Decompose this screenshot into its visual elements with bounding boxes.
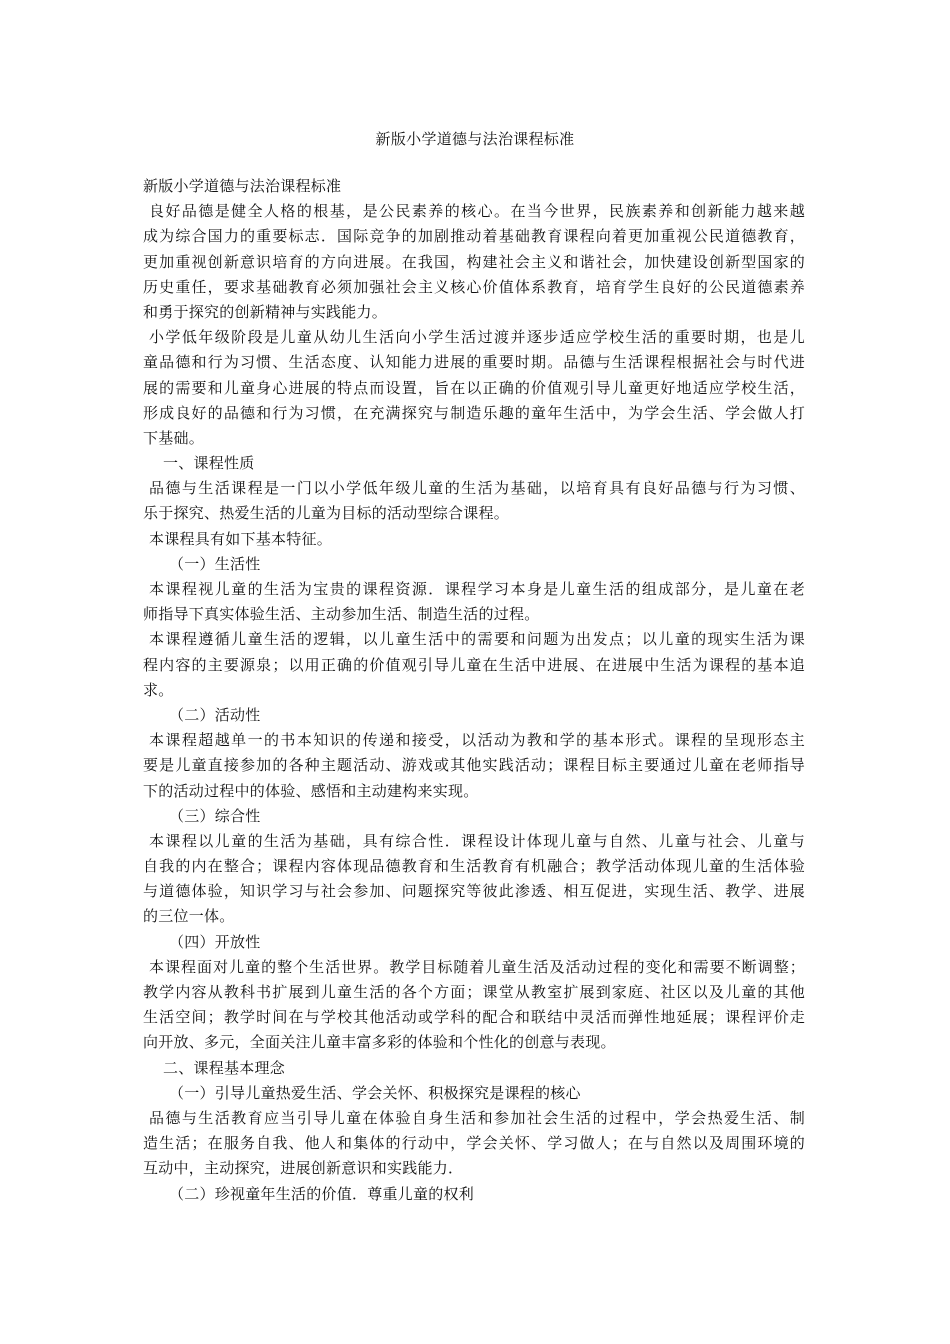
section-heading-line: 一、课程性质 — [163, 454, 255, 473]
text-line: 乐于探究、热爱生活的儿童为目标的活动型综合课程。 — [143, 504, 510, 523]
text-line: 本课程遵循儿童生活的逻辑，以儿童生活中的需要和问题为出发点；以儿童的现实生活为课 — [149, 630, 805, 649]
section-heading-line: （三）综合性 — [169, 806, 261, 825]
text-line: 更加重视创新意识培育的方向进展。在我国，构建社会主义和谐社会，加快建设创新型国家的 — [143, 252, 805, 271]
text-line: 自我的内在整合；课程内容体现品德教育和生活教育有机融合；教学活动体现儿童的生活体验 — [143, 857, 805, 876]
text-line: 本课程以儿童的生活为基础，具有综合性．课程设计体现儿童与自然、儿童与社会、儿童与 — [149, 831, 805, 850]
text-line: 与道德体验，知识学习与社会参加、问题探究等彼此渗透、相互促进，实现生活、教学、进展 — [143, 882, 805, 901]
text-line: 下的活动过程中的体验、感悟和主动建构来实现。 — [143, 781, 479, 800]
text-line: 造生活；在服务自我、他人和集体的行动中，学会关怀、学习做人；在与自然以及周围环境的 — [143, 1134, 805, 1153]
text-line: 本课程面对儿童的整个生活世界。教学目标随着儿童生活及活动过程的变化和需要不断调整； — [149, 957, 805, 976]
text-line: 教学内容从教科书扩展到儿童生活的各个方面；课堂从教室扩展到家庭、社区以及儿童的其他 — [143, 983, 805, 1001]
text-line: 要是儿童直接参加的各种主题活动、游戏或其他实践活动；课程目标主要通过儿童在老师指导 — [143, 756, 805, 775]
text-line: 的三位一体。 — [143, 907, 235, 926]
text-line: 下基础。 — [143, 428, 205, 447]
section-heading-line: （二）活动性 — [169, 705, 261, 724]
text-line: 展的需要和儿童身心进展的特点而设置，旨在以正确的价值观引导儿童更好地适应学校生活， — [143, 378, 805, 397]
text-line: 向开放、多元，全面关注儿童丰富多彩的体验和个性化的创意与表现。 — [143, 1033, 616, 1052]
section-heading-line: （一）引导儿童热爱生活、学会关怀、积极探究是课程的核心 — [169, 1083, 581, 1102]
text-line: 生活空间；教学时间在与学校其他活动或学科的配合和联结中灵活而弹性地延展；课程评价走 — [143, 1008, 805, 1027]
text-line: 形成良好的品德和行为习惯，在充满探究与制造乐趣的童年生活中，为学会生活、学会做人打 — [143, 403, 805, 422]
text-line: 小学低年级阶段是儿童从幼儿生活向小学生活过渡并逐步适应学校生活的重要时期，也是儿 — [149, 328, 805, 347]
text-line: 本课程超越单一的书本知识的传递和接受，以活动为教和学的基本形式。课程的呈现形态主 — [149, 731, 805, 750]
text-line: 和勇于探究的创新精神与实践能力。 — [143, 302, 388, 321]
section-heading-line: （四）开放性 — [169, 932, 261, 951]
document-body — [143, 174, 805, 1207]
text-line: 童品德和行为习惯、生活态度、认知能力进展的重要时期。品德与生活课程根据社会与时代进 — [143, 353, 805, 372]
section-heading-line: 二、课程基本理念 — [163, 1058, 286, 1077]
text-line: 历史重任，要求基础教育必须加强社会主义核心价值体系教育，培育学生良好的公民道德素养 — [143, 277, 805, 296]
page-title: 新版小学道德与法治课程标准 — [375, 130, 575, 148]
section-heading-line: （二）珍视童年生活的价值．尊重儿童的权利 — [169, 1184, 475, 1203]
text-line: 本课程视儿童的生活为宝贵的课程资源．课程学习本身是儿童生活的组成部分，是儿童在老 — [149, 580, 805, 598]
section-heading-line: （一）生活性 — [169, 554, 261, 573]
text-line: 师指导下真实体验生活、主动参加生活、制造生活的过程。 — [143, 605, 540, 624]
text-line: 品德与生活课程是一门以小学低年级儿童的生活为基础，以培育具有良好品德与行为习惯、 — [149, 479, 805, 498]
text-line: 成为综合国力的重要标志．国际竞争的加剧推动着基础教育课程向着更加重视公民道德教育， — [143, 227, 805, 246]
text-line: 良好品德是健全人格的根基，是公民素养的核心。在当今世界，民族素养和创新能力越来越 — [149, 202, 805, 221]
text-line: 品德与生活教育应当引导儿童在体验自身生活和参加社会生活的过程中，学会热爱生活、制 — [149, 1108, 805, 1127]
text-line: 互动中，主动探究，进展创新意识和实践能力． — [143, 1159, 464, 1178]
text-line: 求。 — [143, 680, 174, 699]
text-line: 本课程具有如下基本特征。 — [149, 529, 333, 548]
text-line: 新版小学道德与法治课程标准 — [143, 177, 342, 195]
text-line: 程内容的主要源泉；以用正确的价值观引导儿童在生活中进展、在进展中生活为课程的基本追 — [143, 655, 805, 674]
